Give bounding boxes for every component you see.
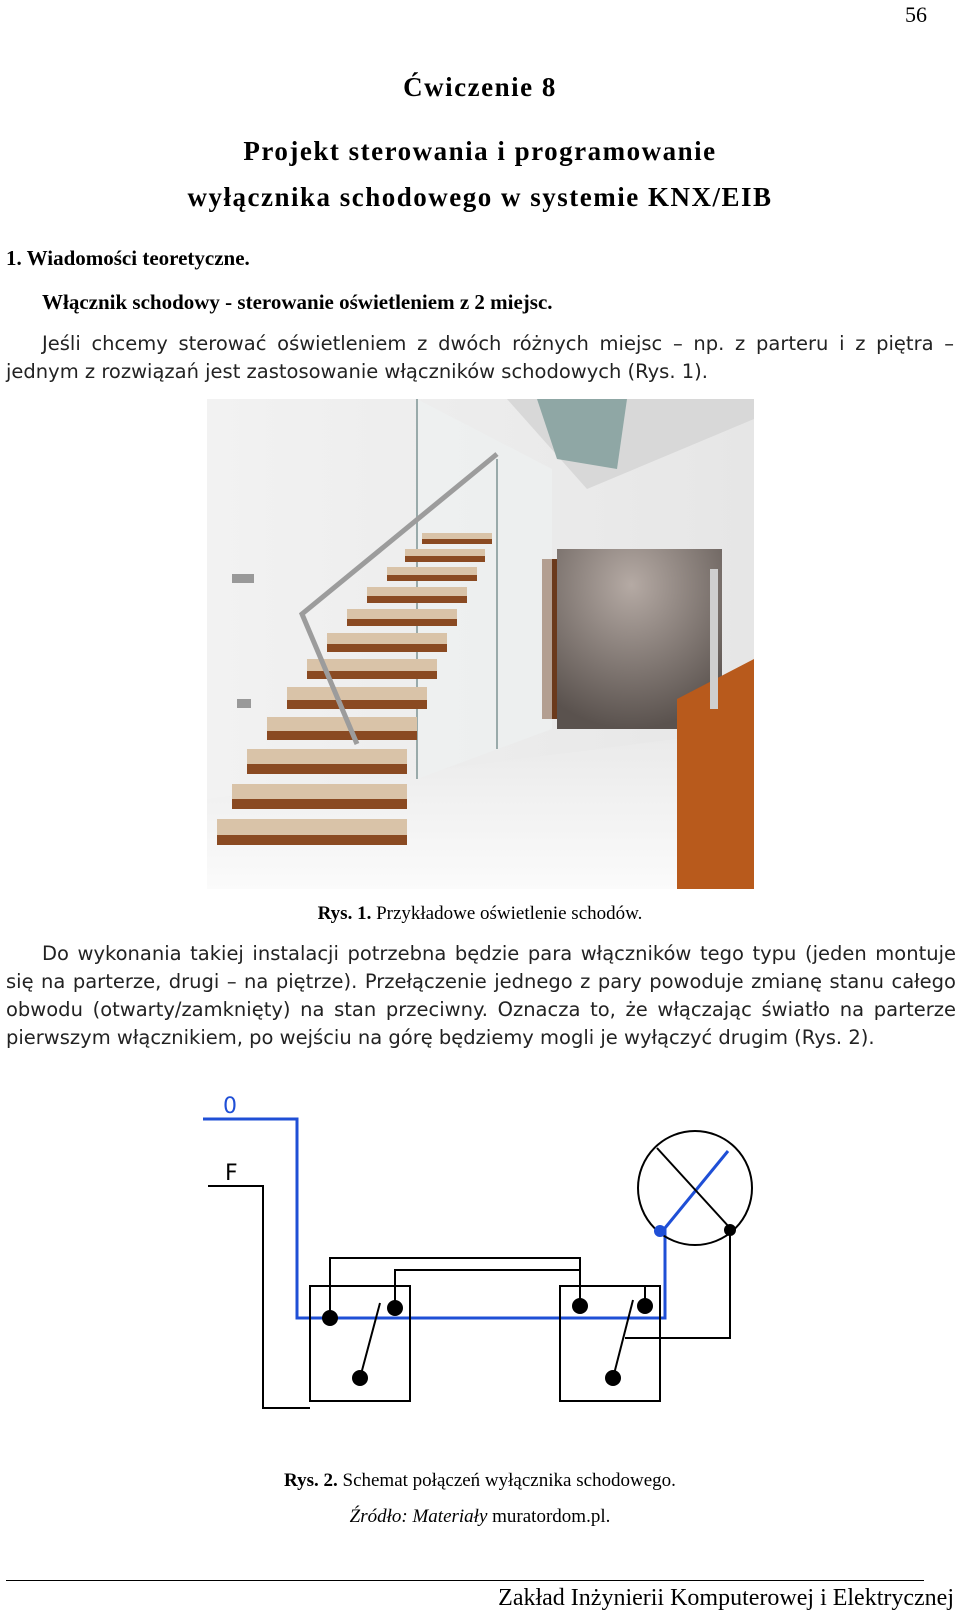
phase-label: F xyxy=(225,1161,238,1186)
source-site: muratordom.pl. xyxy=(487,1506,611,1527)
figure2-caption xyxy=(0,1470,960,1492)
source-prefix: Źródło: Materiały xyxy=(349,1506,488,1527)
figure1-caption xyxy=(0,903,960,925)
neutral-wire xyxy=(203,1119,728,1318)
wiring-diagram xyxy=(195,1088,775,1458)
switch-1-pivot xyxy=(352,1370,368,1386)
phase-wire xyxy=(208,1186,310,1408)
staircase-photo xyxy=(207,399,754,889)
switch-2-pivot xyxy=(605,1370,621,1386)
figure1-label: Rys. 1. xyxy=(317,903,372,924)
section-subheading: Włącznik schodowy - sterowanie oświetleniem z 2 miejsc. xyxy=(42,290,553,314)
footer-divider xyxy=(6,1580,924,1581)
switch-2-contact-left xyxy=(572,1298,588,1314)
figure2-label: Rys. 2. xyxy=(284,1470,338,1491)
lamp-terminal-phase xyxy=(724,1224,736,1236)
switch-2-contact-right xyxy=(637,1298,653,1314)
source-line xyxy=(0,1506,960,1528)
section-heading: 1. Wiadomości teoretyczne. xyxy=(6,246,250,270)
intro-paragraph: Jeśli chcemy sterować oświetleniem z dwóch różnych miejsc – np. z parteru i z piętra – jednym z rozwiązań jest zastosowanie włączników schodowych (Rys. 1). xyxy=(6,332,954,383)
exercise-title: Ćwiczenie 8 xyxy=(403,72,557,102)
switch-1-contact-left xyxy=(322,1310,338,1326)
project-title-line1: Projekt sterowania i programowanie xyxy=(243,136,717,166)
neutral-label: 0 xyxy=(223,1094,237,1119)
figure2-caption-text: Schemat połączeń wyłącznika schodowego. xyxy=(337,1470,676,1491)
explanation-paragraph: Do wykonania takiej instalacji potrzebna będzie para włączników tego typu (jeden montuje się na parterze, drugi – na piętrze). Przełączenie jednego z pary powoduje zmianę stanu całego obwodu (otwarty/zamknięty) na stan przeciwny. Oznacza to, że włączając światło na parterze pierwszym włącznikiem, po wejściu na górę będziemy mogli je wyłączyć drugim (Rys. 2). xyxy=(6,942,956,1049)
page-number: 56 xyxy=(905,2,927,27)
footer-department: Zakład Inżynierii Komputerowej i Elektrycznej xyxy=(498,1585,954,1611)
project-title-line2: wyłącznika schodowego w systemie KNX/EIB xyxy=(187,182,773,212)
switch-1-contact-right xyxy=(387,1300,403,1316)
figure1-caption-text: Przykładowe oświetlenie schodów. xyxy=(371,903,643,924)
lamp-terminal-neutral xyxy=(654,1225,666,1237)
